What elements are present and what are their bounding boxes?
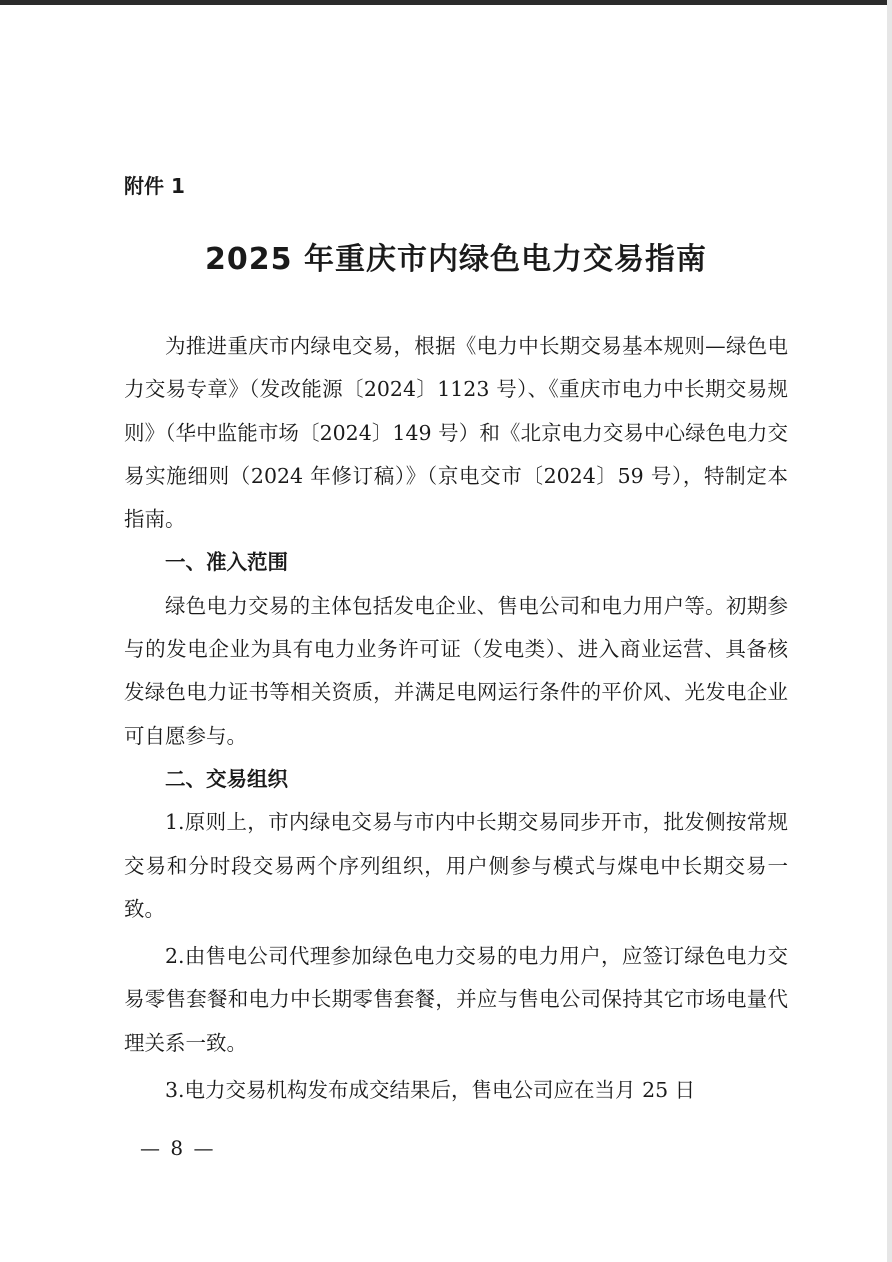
document-page (124, 170, 788, 1112)
scan-top-edge (0, 0, 892, 5)
section-heading-admission-scope: 一、准入范围 (165, 550, 288, 575)
section-paragraph: 3.电力交易机构发布成交结果后，售电公司应在当月 25 日 (165, 1078, 696, 1103)
attachment-label: 附件 1 (124, 174, 185, 198)
page-number: — 8 — (140, 1136, 216, 1160)
section-heading-trading-organization: 二、交易组织 (165, 766, 288, 791)
scan-right-edge (887, 0, 892, 1262)
document-title: 2025 年重庆市内绿色电力交易指南 (205, 242, 707, 277)
document-body (124, 325, 788, 1112)
section-paragraph: 2.由售电公司代理参加绿色电力交易的电力用户，应签订绿色电力交易零售套餐和电力中长期零售套餐，并应与售电公司保持其它市场电量代理关系一致。 (124, 944, 788, 1055)
section-paragraph: 绿色电力交易的主体包括发电企业、售电公司和电力用户等。初期参与的发电企业为具有电力业务许可证（发电类）、进入商业运营、具备核发绿色电力证书等相关资质，并满足电网运行条件的平价风、光发电企业可自愿参与。 (124, 593, 788, 748)
section-paragraph: 1.原则上，市内绿电交易与市内中长期交易同步开市，批发侧按常规交易和分时段交易两个序列组织，用户侧参与模式与煤电中长期交易一致。 (124, 810, 788, 921)
intro-paragraph: 为推进重庆市内绿电交易，根据《电力中长期交易基本规则—绿色电力交易专章》（发改能源〔2024〕1123 号）、《重庆市电力中长期交易规则》（华中监能市场〔2024〕149 号）和《北京电力交易中心绿色电力交易实施细则（2024 年修订稿）》（京电交市〔2024〕59 号），特制定本指南。 (124, 334, 788, 532)
